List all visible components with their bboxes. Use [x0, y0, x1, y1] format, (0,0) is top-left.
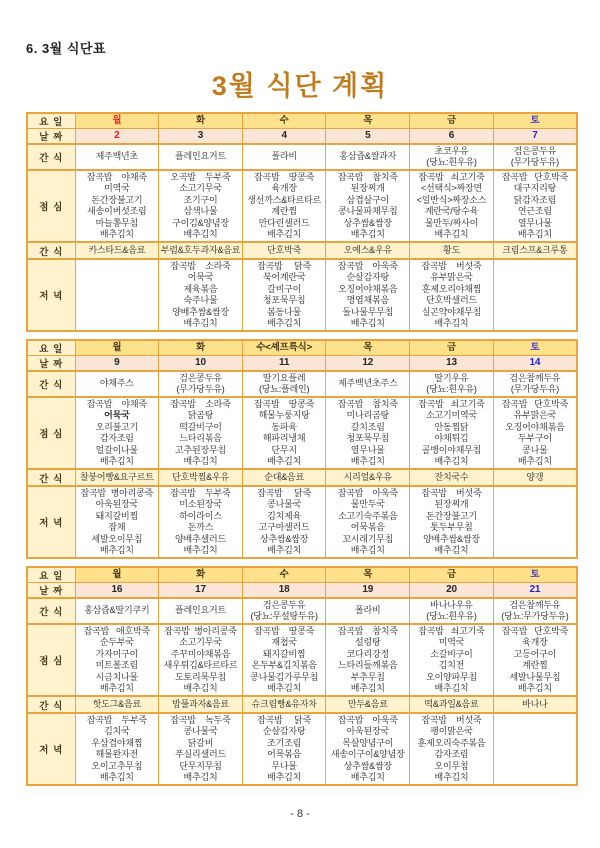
dinner-cell: 잡곡밥 아욱죽 아욱된장국 목살양념구이 새송이구이&양념장 상추쌈&쌈장 배추김치 [326, 713, 410, 785]
lunch-cell: 잡곡밥 단호박죽 대구지리탕 닭감자조림 연근조림 열무나물 배추김치 [493, 170, 577, 242]
date-cell: 13 [410, 356, 494, 372]
lunch-cell: 잡곡밥 참치죽 미나리곰탕 갈치조림 청포묵무침 열무나물 배추김치 [326, 397, 410, 469]
day-header: 화 [159, 567, 243, 583]
snack-pm-cell: 단호박찜&우유 [159, 469, 243, 486]
snack-pm-cell: 슈크림빵&유자차 [242, 696, 326, 713]
snack-pm-cell: 시리얼&우유 [326, 469, 410, 486]
day-header: 토 [493, 340, 577, 356]
lunch-cell: 잡곡밥 땅콩죽 재첩국 돼지갈비찜 온두부&김치볶음 콩나물김가루무침 배추김치 [242, 624, 326, 696]
snack-am-cell: 플레인요거트 [159, 144, 243, 170]
day-header: 토 [493, 567, 577, 583]
row-label: 날 짜 [27, 583, 75, 599]
lunch-cell: 잡곡밥 단호박죽 육개장 고등어구이 계란찜 세발나물무침 배추김치 [493, 624, 577, 696]
day-header: 금 [410, 340, 494, 356]
snack-am-cell: 검은참깨두유 (무가당두유) [493, 371, 577, 397]
row-label: 점 심 [27, 170, 75, 242]
snack-pm-cell: 카스타드&음료 [75, 242, 159, 259]
row-label: 저 녁 [27, 486, 75, 558]
dinner-cell: 잡곡밥 닭죽 북어계란국 갈비구이 청포묵무침 봄동나물 배추김치 [242, 259, 326, 331]
row-label: 간 식 [27, 469, 75, 486]
dinner-cell: 잡곡밥 아욱죽 순살감자탕 오징어야채볶음 명엽채볶음 돌나물무무침 배추김치 [326, 259, 410, 331]
snack-pm-cell: 찰붕어빵&요구르트 [75, 469, 159, 486]
snack-pm-cell: 크림스프&크루통 [493, 242, 577, 259]
lunch-cell: 잡곡밥 단호박죽 유부맑은국 오징어야채볶음 두부구이 콩나물 배추김치 [493, 397, 577, 469]
snack-pm-cell: 밥풀과자&음료 [159, 696, 243, 713]
day-header: 월 [75, 113, 159, 129]
date-cell: 17 [159, 583, 243, 599]
day-header: 수 [242, 113, 326, 129]
page-number: - 8 - [290, 808, 310, 820]
date-cell: 5 [326, 129, 410, 145]
lunch-cell: 잡곡밥 참치죽 된장찌개 삼겹살구이 콩나물파채무침 상추쌈&쌈장 배추김치 [326, 170, 410, 242]
dinner-cell: 잡곡밥 닭죽 콩나물국 김치제육 고구마샐러드 상추쌈&쌈장 배추김치 [242, 486, 326, 558]
dinner-cell: 잡곡밥 버섯죽 유부맑은국 훈제오리야채찜 단호박샐러드 실곤약야채무침 배추김치 [410, 259, 494, 331]
row-label: 요 일 [27, 567, 75, 583]
date-cell: 7 [493, 129, 577, 145]
snack-am-cell: 검은참깨두유 (당뇨:무가당두유) [493, 598, 577, 624]
date-cell: 10 [159, 356, 243, 372]
day-header: 금 [410, 567, 494, 583]
dinner-cell: 잡곡밥 아욱죽 물만두국 소고기숙주볶음 어묵볶음 꼬시래기무침 배추김치 [326, 486, 410, 558]
week-2-table [26, 339, 578, 559]
day-header: 화 [159, 340, 243, 356]
week-1-table [26, 112, 578, 332]
dinner-cell: 잡곡밥 녹두죽 콩나물국 닭갈비 푸실리샐러드 단무지무침 배추김치 [159, 713, 243, 785]
snack-am-cell: 플레인요거트 [159, 598, 243, 624]
snack-pm-cell: 핫도그&음료 [75, 696, 159, 713]
date-cell: 18 [242, 583, 326, 599]
date-cell: 4 [242, 129, 326, 145]
date-cell: 11 [242, 356, 326, 372]
snack-am-cell: 검은콩두유 (무가당두유) [493, 144, 577, 170]
snack-am-cell: 딸기요플레 (당뇨:플레인) [242, 371, 326, 397]
dinner-cell [493, 486, 577, 558]
dinner-cell: 잡곡밥 버섯죽 팽이맑은국 훈제오리숙주볶음 감자조림 오이무침 배추김치 [410, 713, 494, 785]
dinner-cell: 잡곡밥 닭죽 순살감자탕 조기조림 어묵볶음 무나물 배추김치 [242, 713, 326, 785]
dinner-cell: 잡곡밥 병아리콩죽 아욱된장국 돼지갈비찜 잡채 세발오이무침 배추김치 [75, 486, 159, 558]
dinner-cell [75, 259, 159, 331]
snack-pm-cell: 잔치국수 [410, 469, 494, 486]
row-label: 점 심 [27, 397, 75, 469]
lunch-cell: 잡곡밥 병아리콩죽 소고기무국 주꾸미야채볶음 새우튀김&타르타르 도토리묵무침 배추김치 [159, 624, 243, 696]
snack-am-cell: 제주백년초주스 [326, 371, 410, 397]
snack-am-cell: 검은콩두유 (무가당두유) [159, 371, 243, 397]
row-label: 간 식 [27, 696, 75, 713]
snack-pm-cell: 떡&과일&음료 [410, 696, 494, 713]
row-label: 저 녁 [27, 259, 75, 331]
row-label: 간 식 [27, 242, 75, 259]
date-cell: 19 [326, 583, 410, 599]
snack-pm-cell: 만두&음료 [326, 696, 410, 713]
day-header: 월 [75, 567, 159, 583]
row-label: 간 식 [27, 371, 75, 397]
date-cell: 9 [75, 356, 159, 372]
page-title: 3월 식단 계획 [211, 71, 389, 101]
row-label: 날 짜 [27, 129, 75, 145]
lunch-cell: 오곡밥 두부죽 소고기무국 조기구이 삼색나물 구이김&양념장 배추김치 [159, 170, 243, 242]
row-label: 요 일 [27, 340, 75, 356]
row-label: 날 짜 [27, 356, 75, 372]
snack-pm-cell: 황도 [410, 242, 494, 259]
date-cell: 16 [75, 583, 159, 599]
snack-am-cell: 바나나우유 (당뇨:흰우유) [410, 598, 494, 624]
row-label: 저 녁 [27, 713, 75, 785]
day-header: 토 [493, 113, 577, 129]
row-label: 간 식 [27, 144, 75, 170]
day-header: 화 [159, 113, 243, 129]
day-header: 목 [326, 113, 410, 129]
row-label: 점 심 [27, 624, 75, 696]
dinner-cell [493, 259, 577, 331]
dinner-cell: 잡곡밥 두부죽 미소된장국 하이라이스 돈까스 양배추샐러드 배추김치 [159, 486, 243, 558]
day-header: 수 [242, 567, 326, 583]
lunch-cell: 잡곡밥 소라죽 닭곰탕 떡갈비구이 느타리볶음 고추된장무침 배추김치 [159, 397, 243, 469]
snack-am-cell: 야채주스 [75, 371, 159, 397]
lunch-cell: 잡곡밥 야채죽 어묵국 오리불고기 감자조림 얼갈이나물 배추김치 [75, 397, 159, 469]
dinner-cell [493, 713, 577, 785]
date-cell: 20 [410, 583, 494, 599]
lunch-cell: 잡곡밥 땅콩죽 육개장 생선까스&타르타르 계란찜 만다린샐러드 배추김치 [242, 170, 326, 242]
lunch-cell: 잡곡밥 참치죽 설렁탕 코다리강정 느타리들깨볶음 부추무침 배추김치 [326, 624, 410, 696]
lunch-cell: 잡곡밥 쇠고기죽 <선택식>짜장면 <일반식>짜장소스 계란국/탕수육 물만두/짜사이 배추김치 [410, 170, 494, 242]
snack-am-cell: 홍삼즙&딸기쿠키 [75, 598, 159, 624]
snack-pm-cell: 순대&음료 [242, 469, 326, 486]
date-cell: 3 [159, 129, 243, 145]
week-3-table [26, 566, 578, 786]
snack-am-cell: 홍삼즙&쌀과자 [326, 144, 410, 170]
lunch-cell: 잡곡밥 땅콩죽 해물누룽지탕 동파육 해파리냉채 단무지 배추김치 [242, 397, 326, 469]
date-cell: 12 [326, 356, 410, 372]
snack-am-cell: 폴라비 [242, 144, 326, 170]
snack-am-cell: 제주백년초 [75, 144, 159, 170]
snack-pm-cell: 오예스&우유 [326, 242, 410, 259]
snack-am-cell: 폴라비 [326, 598, 410, 624]
menu-tables [26, 112, 578, 786]
date-cell: 21 [493, 583, 577, 599]
lunch-cell: 잡곡밥 애호박죽 순두부국 가자미구이 미트볼조림 시금치나물 배추김치 [75, 624, 159, 696]
snack-am-cell: 딸기우유 (당뇨:흰우유) [410, 371, 494, 397]
row-label: 요 일 [27, 113, 75, 129]
dinner-cell: 잡곡밥 두부죽 김치국 우삼겹야채찜 해물완자전 오이고추무침 배추김치 [75, 713, 159, 785]
snack-pm-cell: 양갱 [493, 469, 577, 486]
dinner-cell: 잡곡밥 소라죽 어묵국 제육볶음 숙주나물 양배추쌈&쌈장 배추김치 [159, 259, 243, 331]
day-header: 금 [410, 113, 494, 129]
snack-pm-cell: 부럼&호두과자&음료 [159, 242, 243, 259]
day-header: 목 [326, 567, 410, 583]
day-header: 목 [326, 340, 410, 356]
lunch-cell: 잡곡밥 쇠고기죽 미역국 소갈비구이 김치전 오이양파무침 배추김치 [410, 624, 494, 696]
day-header: 수<셰프특식> [242, 340, 326, 356]
snack-am-cell: 초코우유 (당뇨:흰우유) [410, 144, 494, 170]
dinner-cell: 잡곡밥 버섯죽 된장찌개 돈간장불고기 톳두부무침 양배추쌈&쌈장 배추김치 [410, 486, 494, 558]
lunch-cell: 잡곡밥 쇠고기죽 소고기미역국 안동찜닭 야채튀김 골뱅이야채무침 배추김치 [410, 397, 494, 469]
date-cell: 14 [493, 356, 577, 372]
snack-am-cell: 검은콩두유 (당뇨:무설탕두유) [242, 598, 326, 624]
date-cell: 2 [75, 129, 159, 145]
day-header: 월 [75, 340, 159, 356]
lunch-cell: 잡곡밥 야채죽 미역국 돈간장불고기 새송이버섯조림 마늘쫑무침 배추김치 [75, 170, 159, 242]
snack-pm-cell: 바나나 [493, 696, 577, 713]
section-heading: 6. 3월 식단표 [26, 41, 107, 56]
date-cell: 6 [410, 129, 494, 145]
snack-pm-cell: 단호박죽 [242, 242, 326, 259]
row-label: 간 식 [27, 598, 75, 624]
